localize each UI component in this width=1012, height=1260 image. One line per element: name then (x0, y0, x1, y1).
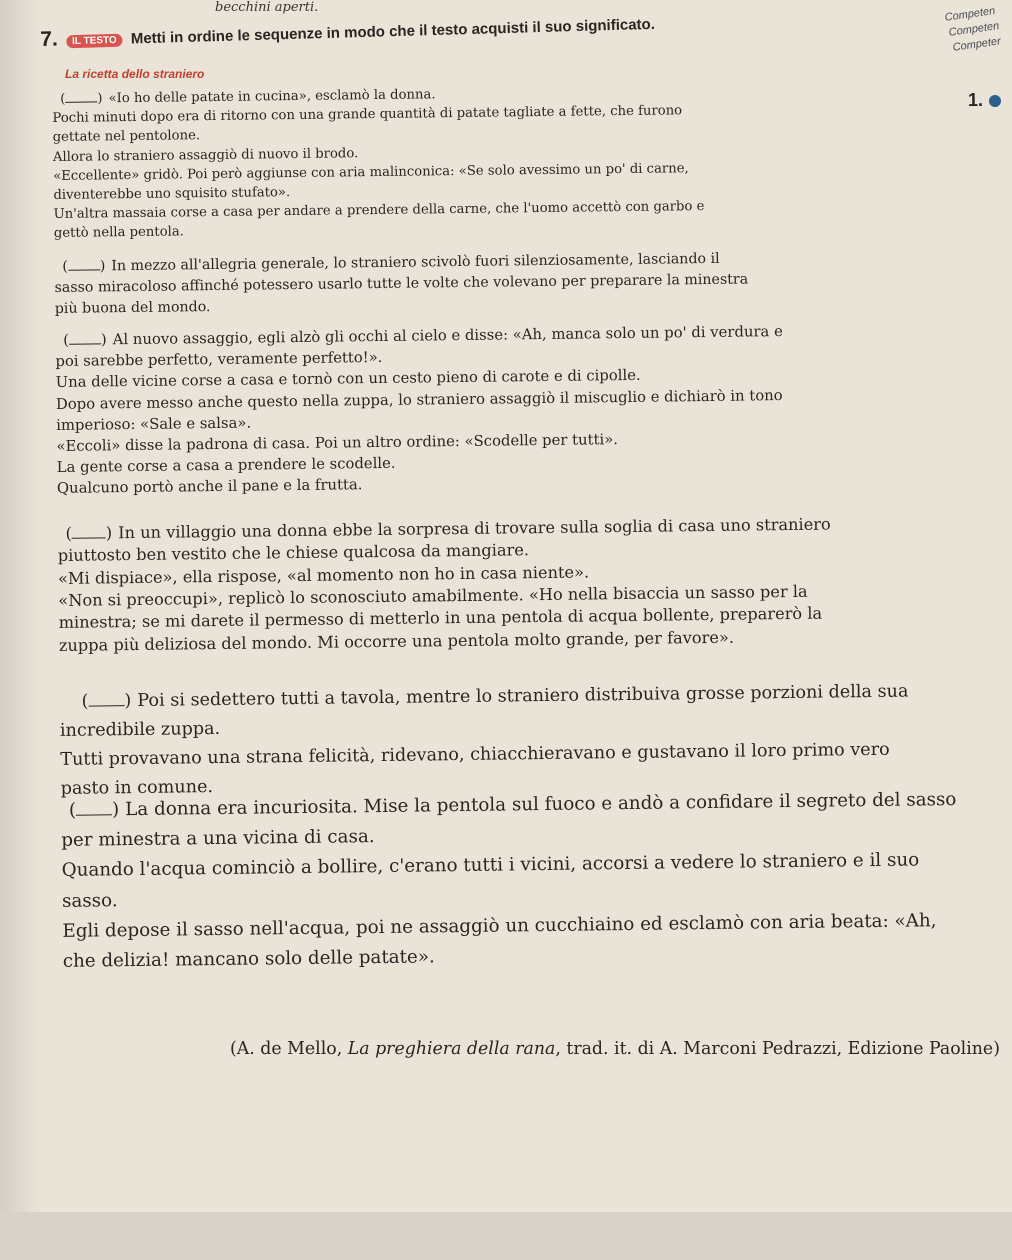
sequence-line: «Non si preoccupi», replicò lo sconosciuto amabilmente. «Ho nella bisaccia un sasso per la (58, 581, 808, 610)
order-blank[interactable]: ( ) (60, 91, 103, 107)
sequence-line: Una delle vicine corse a casa e tornò con un cesto pieno di carote e di cipolle. (55, 367, 641, 392)
order-blank[interactable]: ( ) (62, 258, 106, 275)
sequence-line: zuppa più deliziosa del mondo. Mi occorre una pentola molto grande, per favore». (58, 627, 735, 655)
sequence-text: In mezzo all'allegria generale, lo straniero scivolò fuori silenziosamente, lasciando il (111, 250, 720, 275)
sequence-line: Un'altra massaia corse a casa per andare a prendere della carne, che l'uomo accettò con garbo e (53, 199, 705, 223)
side-exercise-number: 1. (968, 90, 1001, 111)
sequence-line: gettò nella pentola. (53, 224, 184, 242)
book-title: La preghiera della rana (347, 1038, 556, 1059)
sequence-first-line (81, 682, 908, 712)
sequence-line: Tutti provavano una strana felicità, ridevano, chiacchieravano e gustavano il loro primo vero (60, 739, 890, 770)
order-blank[interactable]: ( ) (63, 331, 107, 349)
sequence-line: sasso miracoloso affinché potessero usarlo tutte le volte che volevano per preparare la minestra (54, 271, 749, 296)
sequence-line: Dopo avere messo anche questo nella zuppa, lo straniero assaggiò il miscuglio e dichiarò in tono (55, 386, 783, 413)
competence-tag: Competer (952, 35, 1002, 54)
sequence-line: che delizia! mancano solo delle patate». (62, 946, 435, 972)
previous-text-fragment: becchini aperti. (215, 0, 319, 15)
exercise-instruction: Metti in ordine le sequenze in modo che il testo acquisti il suo significato. (130, 15, 656, 48)
sequence-line: imperioso: «Sale e salsa». (56, 414, 252, 434)
sequence-line: per minestra a una vicina di casa. (61, 826, 375, 852)
sequence-line: incredibile zuppa. (59, 718, 221, 741)
sequence-line: «Eccoli» disse la padrona di casa. Poi un altro ordine: «Scodelle per tutti». (56, 431, 619, 455)
order-blank[interactable]: ( ) (68, 799, 120, 821)
exercise-number: 7. (40, 27, 59, 51)
sequence-text: La donna era incuriosita. Mise la pentola sul fuoco e andò a confidare il segreto del sasso (125, 788, 957, 821)
sequence-line: poi sarebbe perfetto, veramente perfetto!». (55, 349, 383, 371)
sequence-line: «Eccellente» gridò. Poi però aggiunse con aria malinconica: «Se solo avessimo un po' di carne, (53, 161, 689, 184)
competence-tag: Competen (948, 19, 1000, 39)
sequence-line: Pochi minuti dopo era di ritorno con una grande quantità di patate tagliate a fette, che furono (52, 103, 683, 127)
sequence-line: Quando l'acqua cominciò a bollire, c'erano tutti i vicini, accorsi a vedere lo straniero e il suo (61, 849, 920, 882)
sequence-line: diventerebbe uno squisito stufato». (53, 185, 291, 203)
competence-tag: Competen (944, 4, 996, 24)
sequence-line: gettate nel pentolone. (52, 128, 201, 146)
sequence-line: sasso. (61, 889, 118, 912)
sequence-first-line (60, 87, 436, 107)
sequence-text: Al nuovo assaggio, egli alzò gli occhi al cielo e disse: «Ah, manca solo un po' di verdura e (112, 323, 783, 349)
exercise-badge: IL TESTO (66, 33, 123, 48)
sequence-line: minestra; se mi darete il permesso di metterlo in una pentola di acqua bollente, preparerò la (58, 603, 823, 633)
sequence-line: Egli depose il sasso nell'acqua, poi ne assaggiò un cucchiaino ed esclamò con aria beata: «Ah, (62, 910, 937, 942)
exercise-heading (40, 6, 820, 52)
sequence-first-line (62, 251, 720, 275)
order-blank[interactable]: ( ) (65, 523, 113, 543)
sequence-line: piuttosto ben vestito che le chiese qualcosa da mangiare. (57, 540, 530, 566)
sequence-text: In un villaggio una donna ebbe la sorpresa di trovare sulla soglia di casa uno straniero (118, 514, 831, 543)
page-shadow (0, 0, 40, 1260)
sequence-line: «Mi dispiace», ella rispose, «al momento non ho in casa niente». (57, 562, 590, 588)
sequence-line: La gente corse a casa a prendere le scodelle. (56, 454, 396, 477)
sequence-first-line (63, 323, 783, 349)
sequence-text: «Io ho delle patate in cucina», esclamò la donna. (108, 87, 436, 107)
page-bottom-band (0, 1212, 1012, 1260)
sequence-line: più buona del mondo. (54, 299, 211, 317)
sequence-first-line (65, 514, 830, 542)
sequence-line: Allora lo straniero assaggiò di nuovo il brodo. (52, 145, 359, 165)
story-title: La ricetta dello straniero (65, 67, 205, 81)
dot-icon (989, 95, 1001, 107)
source-citation: (A. de Mello, La preghiera della rana, trad. it. di A. Marconi Pedrazzi, Edizione Paoline) (230, 1038, 1000, 1059)
order-blank[interactable]: ( ) (81, 691, 132, 712)
sequence-line: pasto in comune. (60, 777, 214, 799)
sequence-line: Qualcuno portò anche il pane e la frutta. (56, 476, 363, 498)
sequence-text: Poi si sedettero tutti a tavola, mentre lo straniero distribuiva grosse porzioni della sua (137, 681, 909, 711)
